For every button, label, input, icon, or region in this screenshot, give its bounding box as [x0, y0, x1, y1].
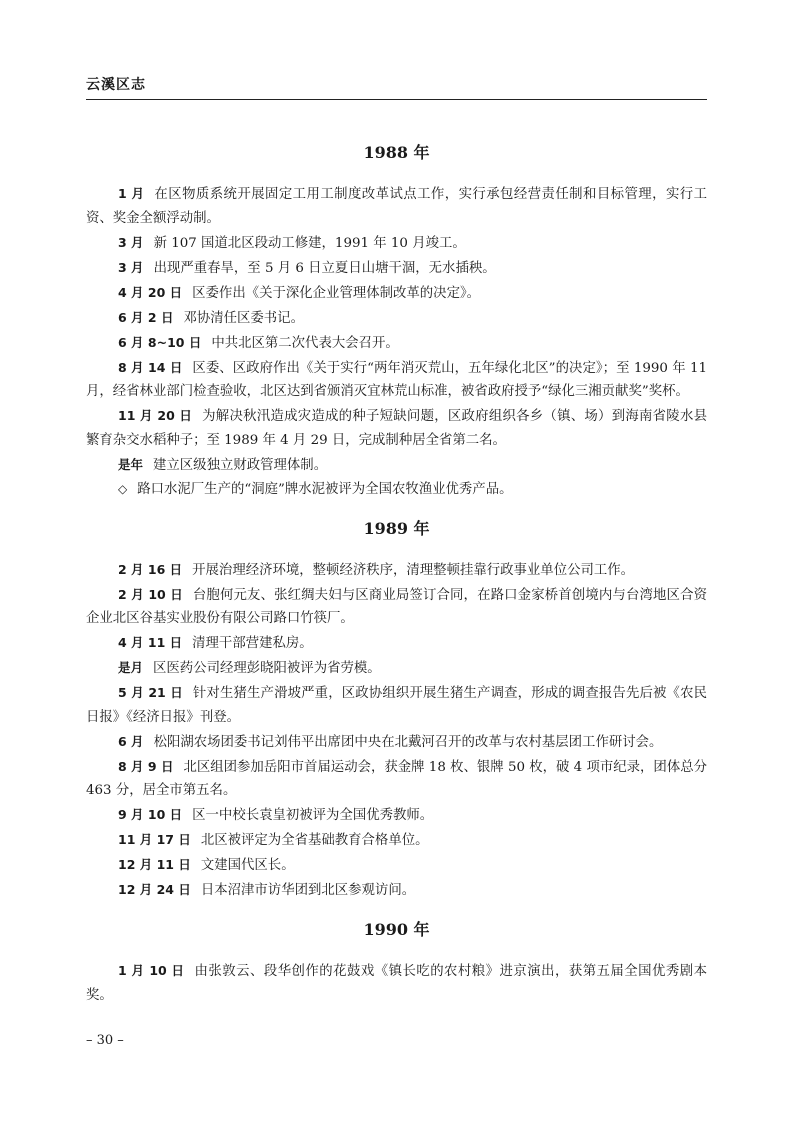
entry-date: 4 月 11 日 [118, 635, 183, 650]
chronicle-entry [86, 755, 707, 803]
entry-text: 北区被评定为全省基础教育合格单位。 [200, 833, 429, 848]
entry-text: 区医药公司经理彭晓阳被评为省劳模。 [153, 661, 381, 676]
entry-date: 2 月 16 日 [118, 561, 183, 577]
chronicle-entry [86, 231, 707, 256]
entry-date: 是月 [118, 660, 144, 675]
entry-date: 6 月 2 日 [118, 309, 174, 325]
section-spacer [86, 502, 707, 516]
chronicle-entry [86, 404, 707, 452]
chronicle-entry [86, 730, 707, 755]
entry-text: 台胞何元友、张红绸夫妇与区商业局签订合同，在路口金家桥首创境内与台湾地区合资企业北区谷基实业股份有限公司路口竹筷厂。 [86, 587, 708, 626]
heading-spacer [86, 943, 707, 959]
entry-date: 是年 [118, 456, 144, 472]
chronicle-entry [86, 828, 707, 853]
chronicle-entry [86, 281, 707, 306]
chronicle-entry [86, 959, 707, 1007]
heading-spacer [86, 166, 707, 182]
entry-text: 路口水泥厂生产的“洞庭”牌水泥被评为全国农牧渔业优秀产品。 [137, 481, 513, 497]
entry-text: 区一中校长袁皇初被评为全国优秀教师。 [192, 808, 434, 823]
chronicle-entry [86, 583, 707, 631]
chronicle-entry [86, 356, 707, 404]
year-heading: 1990 年 [363, 920, 430, 939]
chronicle-entry [86, 681, 707, 729]
entry-text: 邓协清任区委书记。 [183, 310, 304, 326]
entry-text: 在区物质系统开展固定工用工制度改革试点工作，实行承包经营责任制和目标管理，实行工资、奖金全额浮动制。 [86, 187, 707, 226]
year-section [86, 903, 707, 1007]
entry-date: 1 月 10 日 [118, 963, 185, 978]
chronicle-entry [86, 182, 707, 230]
entry-date: 9 月 10 日 [118, 807, 183, 822]
header-title: 云溪区志 [86, 77, 146, 93]
chronicle-entry [86, 306, 707, 331]
entry-date: 4 月 20 日 [118, 284, 183, 300]
entry-date: 11 月 17 日 [118, 832, 191, 847]
entry-text: 区委作出《关于深化企业管理体制改革的决定》。 [192, 285, 481, 301]
heading-spacer [86, 542, 707, 558]
entry-text: 文建国代区长。 [200, 858, 295, 873]
year-section [86, 140, 707, 501]
entry-date: 2 月 10 日 [118, 586, 183, 602]
entry-date: 11 月 20 日 [118, 408, 193, 423]
entry-date: 5 月 21 日 [118, 685, 183, 700]
entry-text: 新 107 国道北区段动工修建，1991 年 10 月竣工。 [153, 235, 466, 251]
entry-date: 8 月 9 日 [118, 758, 174, 774]
entry-text: 中共北区第二次代表大会召开。 [211, 335, 399, 351]
chronicle-entry [86, 453, 707, 478]
diamond-bullet-icon: ◇ [118, 481, 128, 496]
entry-text: 北区组团参加岳阳市首届运动会，获金牌 18 枚、银牌 50 枚，破 4 项市纪录，团体总分 463 分，居全市第五名。 [86, 759, 707, 798]
entry-text: 由张敦云、段华创作的花鼓戏《镇长吃的农村粮》进京演出，获第五届全国优秀剧本奖。 [86, 964, 707, 1003]
year-heading: 1988 年 [363, 143, 430, 162]
entry-text: 清理干部营建私房。 [192, 636, 313, 651]
entry-text: 针对生猪生产滑坡严重，区政协组织开展生猪生产调查，形成的调查报告先后被《农民日报》《经济日报》刊登。 [86, 686, 708, 725]
section-spacer [86, 903, 707, 917]
page-number: – 30 – [86, 1033, 124, 1048]
entry-date: 12 月 24 日 [118, 882, 191, 897]
entry-date: 8 月 14 日 [118, 359, 183, 375]
entry-date: 1 月 [118, 186, 145, 201]
chronicle-entry [86, 803, 707, 828]
chronicle-entry [86, 656, 707, 681]
chronicle-entry [86, 878, 707, 903]
chronicle-entry [86, 853, 707, 878]
entry-text: 开展治理经济环境，整顿经济秩序，清理整顿挂靠行政事业单位公司工作。 [192, 562, 635, 578]
entry-date: 12 月 11 日 [118, 857, 191, 872]
entry-text: 区委、区政府作出《关于实行“两年消灭荒山，五年绿化北区”的决定》；至 1990 年 11 月，经省林业部门检查验收，北区达到省颁消灭宜林荒山标准，被省政府授予“绿化三湘贡献奖”奖杯。 [86, 360, 707, 399]
chronicle-entry [86, 478, 707, 502]
entry-text: 出现严重春旱，至 5 月 6 日立夏日山塘干涸，无水插秧。 [153, 260, 496, 276]
chronicle-content [86, 140, 707, 1008]
header-rule [86, 99, 707, 100]
year-heading: 1989 年 [363, 518, 430, 538]
chronicle-entry [86, 558, 707, 583]
chronicle-entry [86, 631, 707, 656]
year-section [86, 502, 707, 903]
entry-date: 3 月 [118, 234, 144, 250]
entry-text: 日本沼津市访华团到北区参观访问。 [200, 883, 416, 898]
entry-date: 6 月 [118, 733, 144, 749]
entry-text: 建立区级独立财政管理体制。 [153, 457, 328, 473]
entry-text: 为解决秋汛造成灾造成的种子短缺问题，区政府组织各乡（镇、场）到海南省陵水县繁育杂交水稻种子；至 1989 年 4 月 29 日，完成制种居全省第二名。 [86, 409, 707, 448]
chronicle-entry [86, 331, 707, 356]
chronicle-entry [86, 256, 707, 281]
entry-date: 6 月 8~10 日 [118, 334, 202, 350]
entry-date: 3 月 [118, 259, 144, 275]
entry-text: 松阳湖农场团委书记刘伟平出席团中央在北戴河召开的改革与农村基层团工作研讨会。 [153, 734, 663, 750]
